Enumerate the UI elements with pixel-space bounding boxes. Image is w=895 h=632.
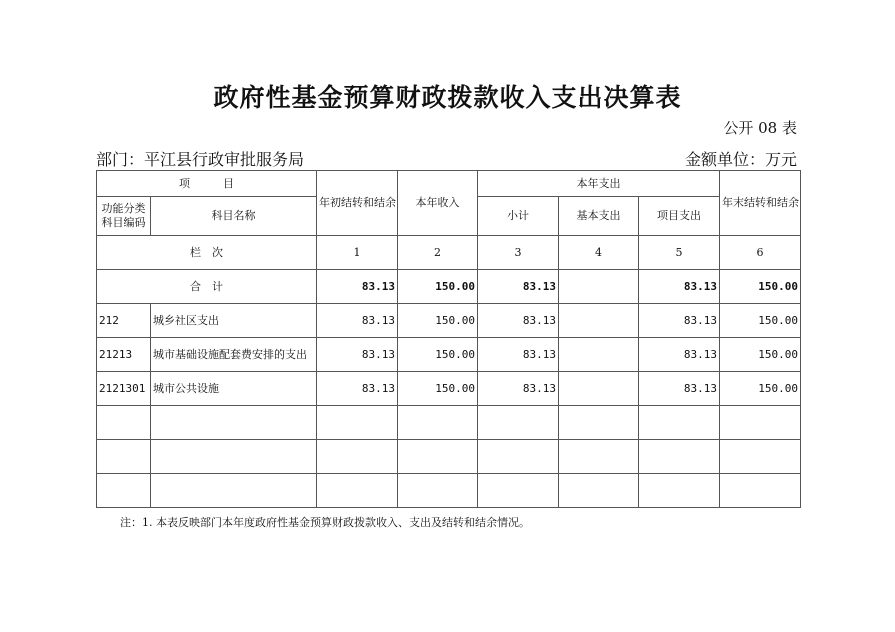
func-code: [97, 406, 151, 440]
total-cell: 150.00: [720, 270, 801, 304]
value-cell: [398, 474, 478, 508]
value-cell: [478, 474, 559, 508]
value-cell: [720, 474, 801, 508]
table-row: [97, 474, 801, 508]
table-row: [97, 440, 801, 474]
row-number-label: 栏 次: [97, 236, 317, 270]
budget-table: [96, 170, 801, 508]
col-num: 1: [317, 236, 398, 270]
value-cell: [478, 406, 559, 440]
value-cell: [398, 406, 478, 440]
value-cell: [639, 406, 720, 440]
value-cell: [317, 474, 398, 508]
value-cell: 150.00: [398, 338, 478, 372]
total-cell: 83.13: [317, 270, 398, 304]
total-cell: [559, 270, 639, 304]
col-num: 4: [559, 236, 639, 270]
project-header: 项 目: [97, 171, 317, 197]
col-num: 2: [398, 236, 478, 270]
value-cell: 83.13: [317, 372, 398, 406]
value-cell: 150.00: [720, 338, 801, 372]
table-row: [97, 304, 801, 338]
subject-name: 城乡社区支出: [151, 304, 317, 338]
func-code: 2121301: [97, 372, 151, 406]
amount-unit-label: 金额单位：万元: [684, 150, 797, 169]
value-cell: [559, 304, 639, 338]
total-row: [97, 270, 801, 304]
value-cell: 150.00: [398, 372, 478, 406]
func-code: [97, 440, 151, 474]
value-cell: [478, 440, 559, 474]
col-num: 3: [478, 236, 559, 270]
value-cell: [559, 474, 639, 508]
value-cell: 83.13: [639, 304, 720, 338]
income-header: 本年收入: [398, 171, 478, 236]
value-cell: 83.13: [317, 338, 398, 372]
table-row: [97, 372, 801, 406]
value-cell: 150.00: [720, 372, 801, 406]
form-code: 公开 08 表: [723, 119, 797, 137]
value-cell: [559, 406, 639, 440]
end-balance-header: 年末结转和结余: [720, 171, 801, 236]
subject-name: [151, 474, 317, 508]
value-cell: 83.13: [639, 372, 720, 406]
table-row: [97, 406, 801, 440]
project-expense-header: 项目支出: [639, 197, 720, 236]
value-cell: [398, 440, 478, 474]
subject-name: [151, 406, 317, 440]
basic-expense-header: 基本支出: [559, 197, 639, 236]
value-cell: [639, 474, 720, 508]
value-cell: 83.13: [478, 304, 559, 338]
value-cell: 150.00: [398, 304, 478, 338]
value-cell: [317, 440, 398, 474]
total-cell: 83.13: [639, 270, 720, 304]
value-cell: [559, 338, 639, 372]
func-code-header: 功能分类科目编码: [97, 197, 151, 236]
func-code: [97, 474, 151, 508]
value-cell: [639, 440, 720, 474]
value-cell: [559, 372, 639, 406]
total-cell: 150.00: [398, 270, 478, 304]
total-label: 合 计: [97, 270, 317, 304]
func-code: 21213: [97, 338, 151, 372]
value-cell: 150.00: [720, 304, 801, 338]
begin-balance-header: 年初结转和结余: [317, 171, 398, 236]
value-cell: 83.13: [478, 372, 559, 406]
total-cell: 83.13: [478, 270, 559, 304]
value-cell: 83.13: [478, 338, 559, 372]
value-cell: 83.13: [317, 304, 398, 338]
value-cell: 83.13: [639, 338, 720, 372]
table-row: [97, 338, 801, 372]
subtotal-header: 小计: [478, 197, 559, 236]
subject-name: 城市公共设施: [151, 372, 317, 406]
subject-name: 城市基础设施配套费安排的支出: [151, 338, 317, 372]
page-title: 政府性基金预算财政拨款收入支出决算表: [213, 83, 682, 112]
department-label: 部门：平江县行政审批服务局: [96, 150, 305, 169]
footnote: 注：1. 本表反映部门本年度政府性基金预算财政拨款收入、支出及结转和结余情况。: [120, 516, 530, 529]
expense-group-header: 本年支出: [478, 171, 720, 197]
subject-name: [151, 440, 317, 474]
col-num: 6: [720, 236, 801, 270]
value-cell: [559, 440, 639, 474]
value-cell: [720, 440, 801, 474]
subject-name-header: 科目名称: [151, 197, 317, 236]
value-cell: [317, 406, 398, 440]
value-cell: [720, 406, 801, 440]
func-code: 212: [97, 304, 151, 338]
col-num: 5: [639, 236, 720, 270]
